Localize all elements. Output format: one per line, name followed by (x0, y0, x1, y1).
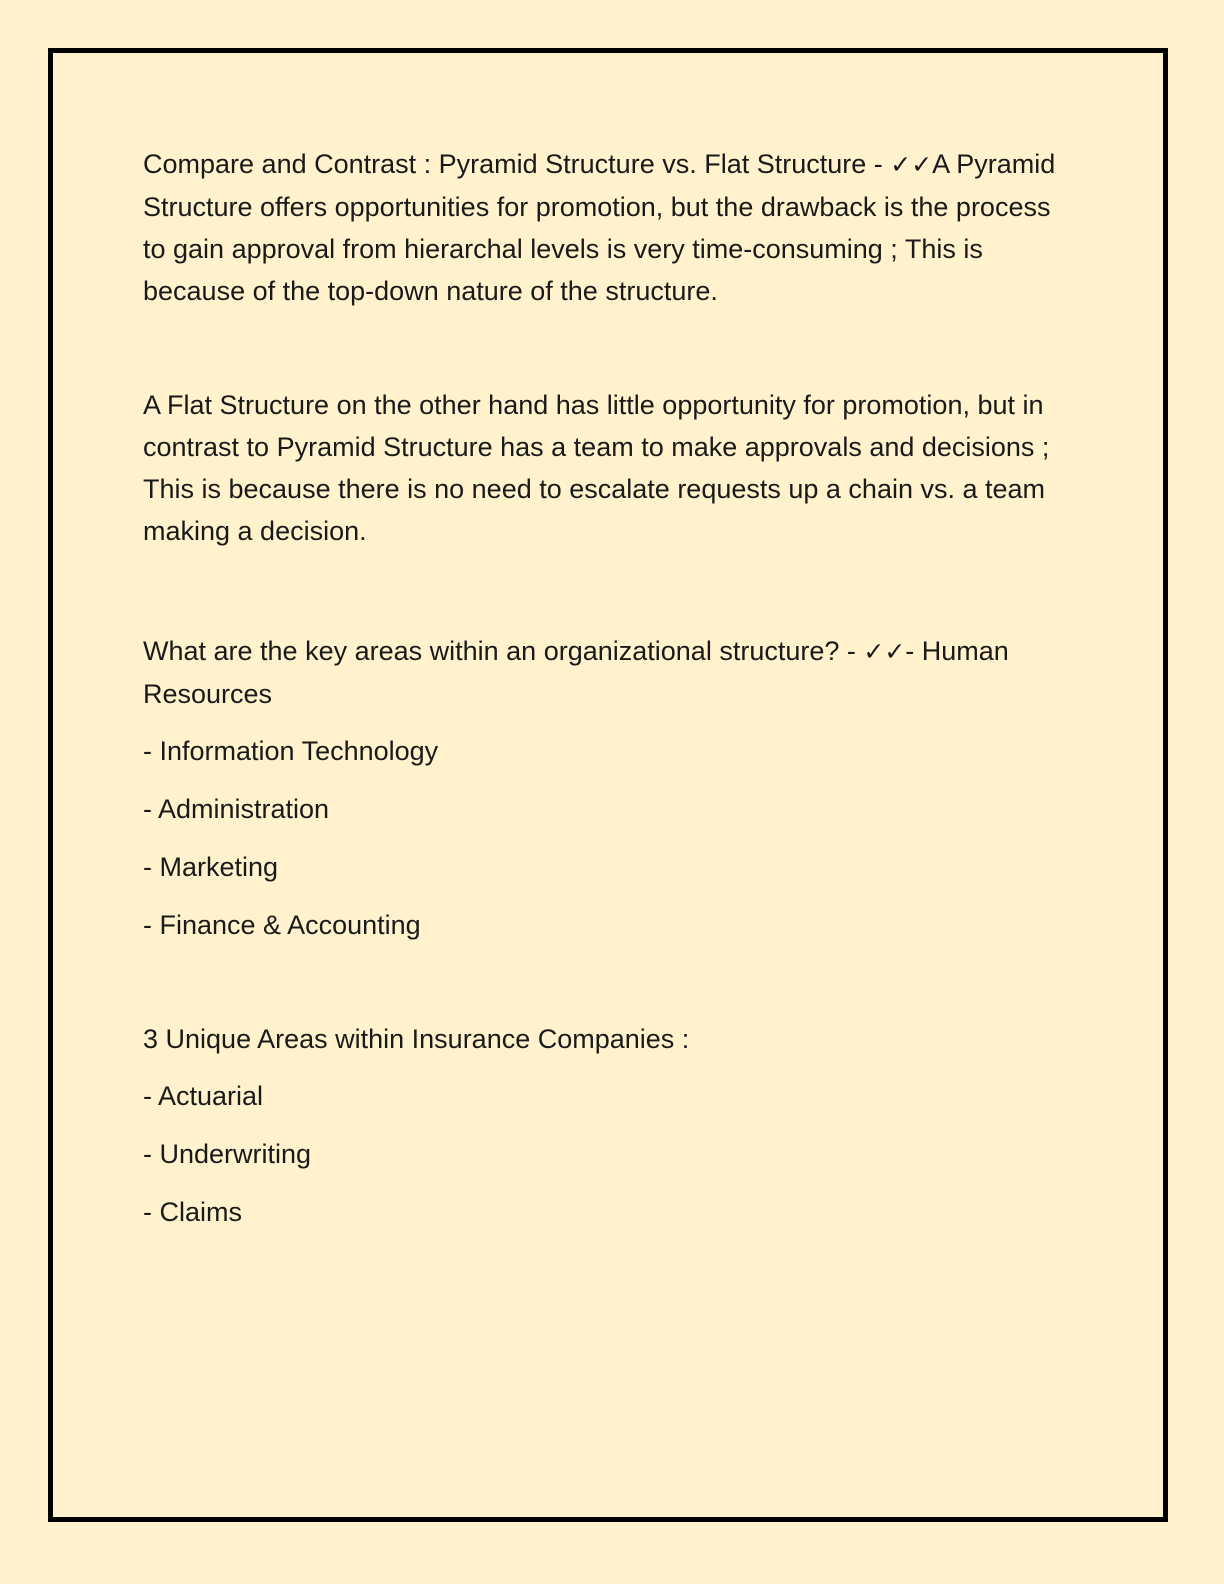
paragraph-text: A Pyramid Structure offers opportunities for promotion, but the drawback is the process to gain approval from hierarchal levels is very time-consuming ; This is because of the top-down nature of the structure. (143, 149, 1056, 306)
paragraph-text: - Human Resources (143, 636, 1009, 709)
list-item-key-area: - Information Technology (143, 736, 439, 766)
paragraph-text: What are the key areas within an organizational structure? - (143, 636, 864, 666)
list-item-insurance-area: - Actuarial (143, 1081, 264, 1111)
paragraph-text: Compare and Contrast : Pyramid Structure vs. Flat Structure - (143, 149, 891, 179)
list-item-insurance-area: - Claims (143, 1197, 242, 1227)
paragraph-key-areas-question (143, 630, 1073, 715)
double-check-icon: ✓✓ (890, 150, 933, 179)
paragraph-flat-structure: A Flat Structure on the other hand has little opportunity for promotion, but in contrast to Pyramid Structure has a team to make approvals and decisions ; This is because there is no need to escalate requests up a chain vs. a team making a decision. (143, 390, 1050, 546)
paragraph-pyramid-structure (143, 143, 1073, 312)
insurance-areas-heading: 3 Unique Areas within Insurance Companies : (143, 1024, 690, 1054)
double-check-icon: ✓✓ (863, 637, 906, 666)
list-item-key-area: - Finance & Accounting (143, 910, 421, 940)
document-body (143, 143, 1073, 1249)
list-item-insurance-area: - Underwriting (143, 1139, 312, 1169)
list-item-key-area: - Marketing (143, 852, 279, 882)
list-item-key-area: - Administration (143, 794, 330, 824)
